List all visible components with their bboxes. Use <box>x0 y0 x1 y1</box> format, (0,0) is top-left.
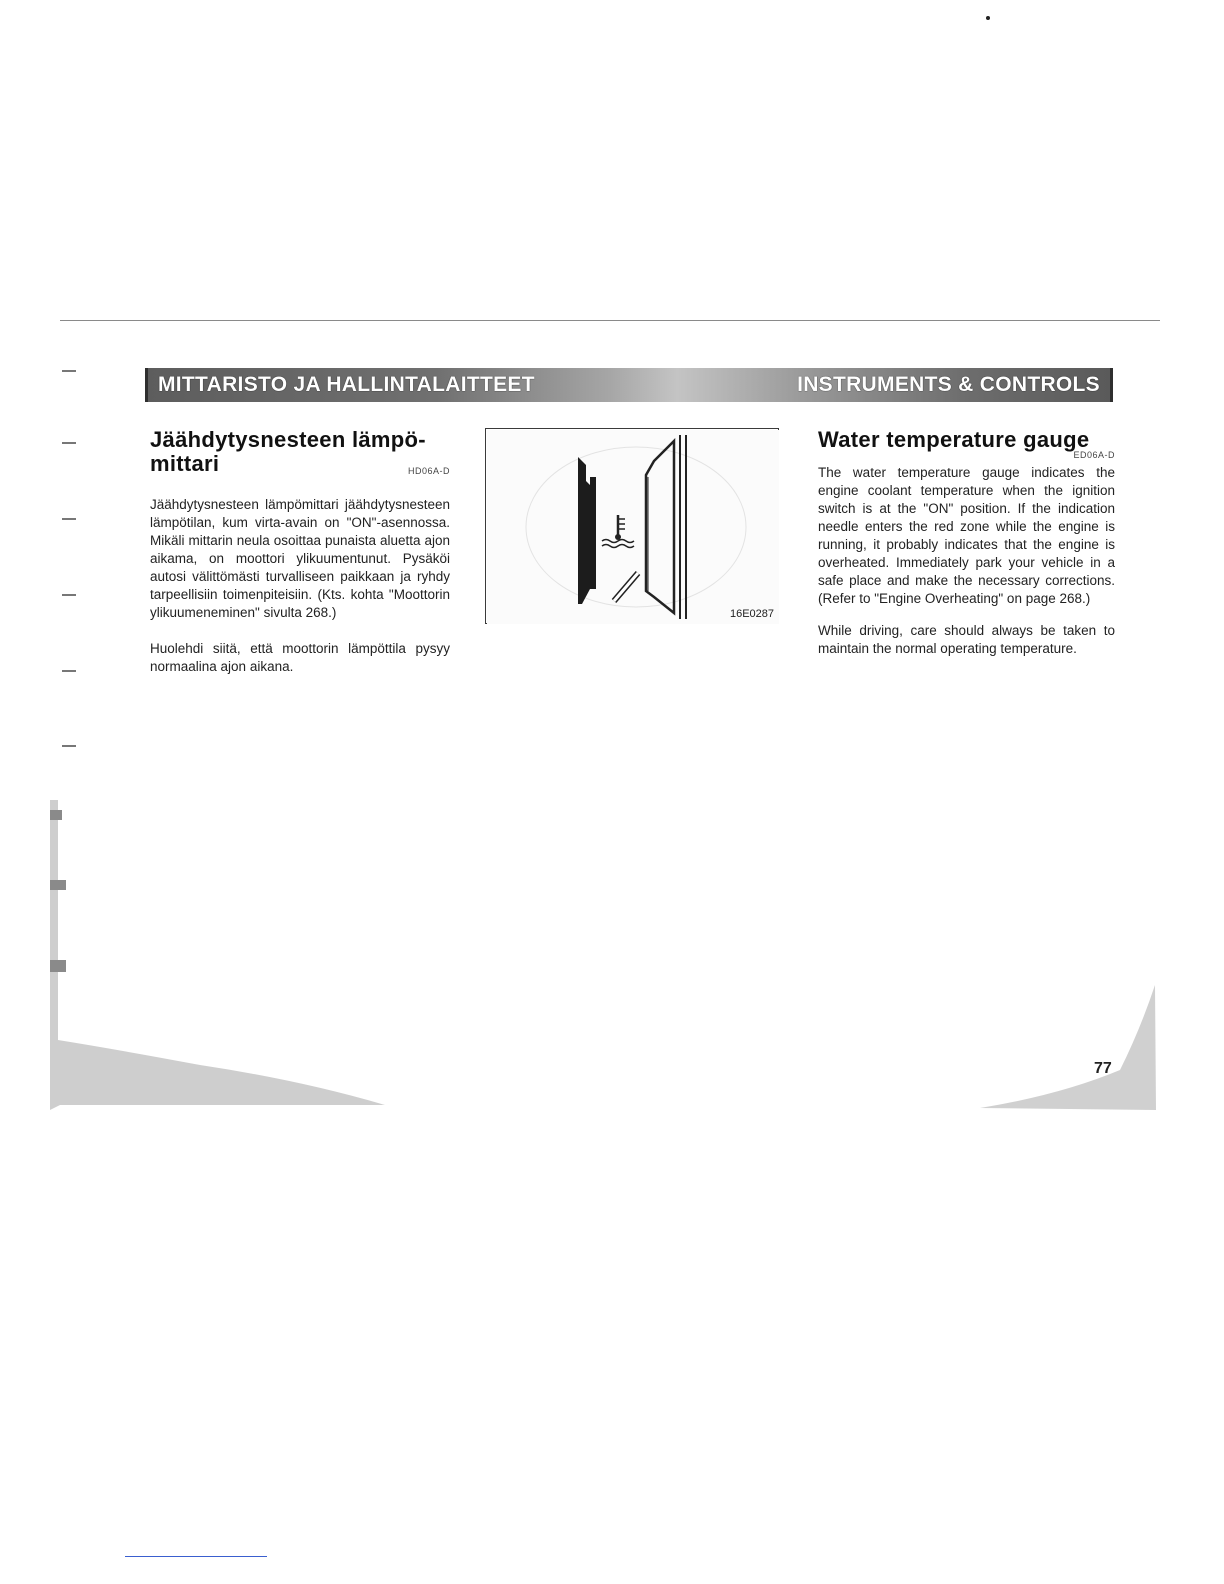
english-column <box>818 428 1115 658</box>
english-section-code: ED06A-D <box>1073 450 1115 460</box>
coolant-temperature-icon <box>598 511 638 551</box>
finnish-heading-line2: mittari <box>150 451 220 476</box>
finnish-section-code: HD06A-D <box>407 466 450 476</box>
section-title-finnish: MITTARISTO JA HALLINTALAITTEET <box>158 373 535 396</box>
section-title-english: INSTRUMENTS & CONTROLS <box>797 373 1100 396</box>
gauge-figure <box>485 428 779 624</box>
english-paragraph-2: While driving, care should always be taken to maintain the normal operating temperature. <box>818 623 1115 656</box>
finnish-paragraph-1: Jäähdytysnesteen lämpömittari jäähdytysnesteen lämpötilan, kum virta-avain on "ON"-asennossa. Mikäli mittarin neula osoittaa punaista aluetta ajon aikama, on moottori ylikuumentunut. Pysäköi autosi välittömästi turvalliseen paikkaan ja ryhdy tarpeellisiin toimenpiteisiin. (Kts. kohta "Moottorin ylikuumeneminen" sivulta 268.) <box>150 497 450 620</box>
page-number: 77 <box>1094 1060 1112 1077</box>
english-paragraph-1: The water temperature gauge indicates the engine coolant temperature when the ignition switch is at the "ON" position. If the indication needle enters the red zone while the engine is running, it probably indicates that the engine is overheated. Immediately park your vehicle in a safe place and make the necessary corrections. (Refer to "Engine Overheating" on page 268.) <box>818 465 1115 606</box>
section-header-bar <box>145 368 1113 402</box>
english-heading: Water temperature gauge <box>818 427 1090 452</box>
finnish-column <box>150 428 450 676</box>
finnish-paragraph-2: Huolehdi siitä, että moottorin lämpöttila pysyy normaalina ajon aikana. <box>150 641 450 674</box>
finnish-heading-line1: Jäähdytysnesteen lämpö- <box>150 427 426 452</box>
footer-rule <box>125 1556 267 1557</box>
figure-label: 16E0287 <box>729 608 774 620</box>
